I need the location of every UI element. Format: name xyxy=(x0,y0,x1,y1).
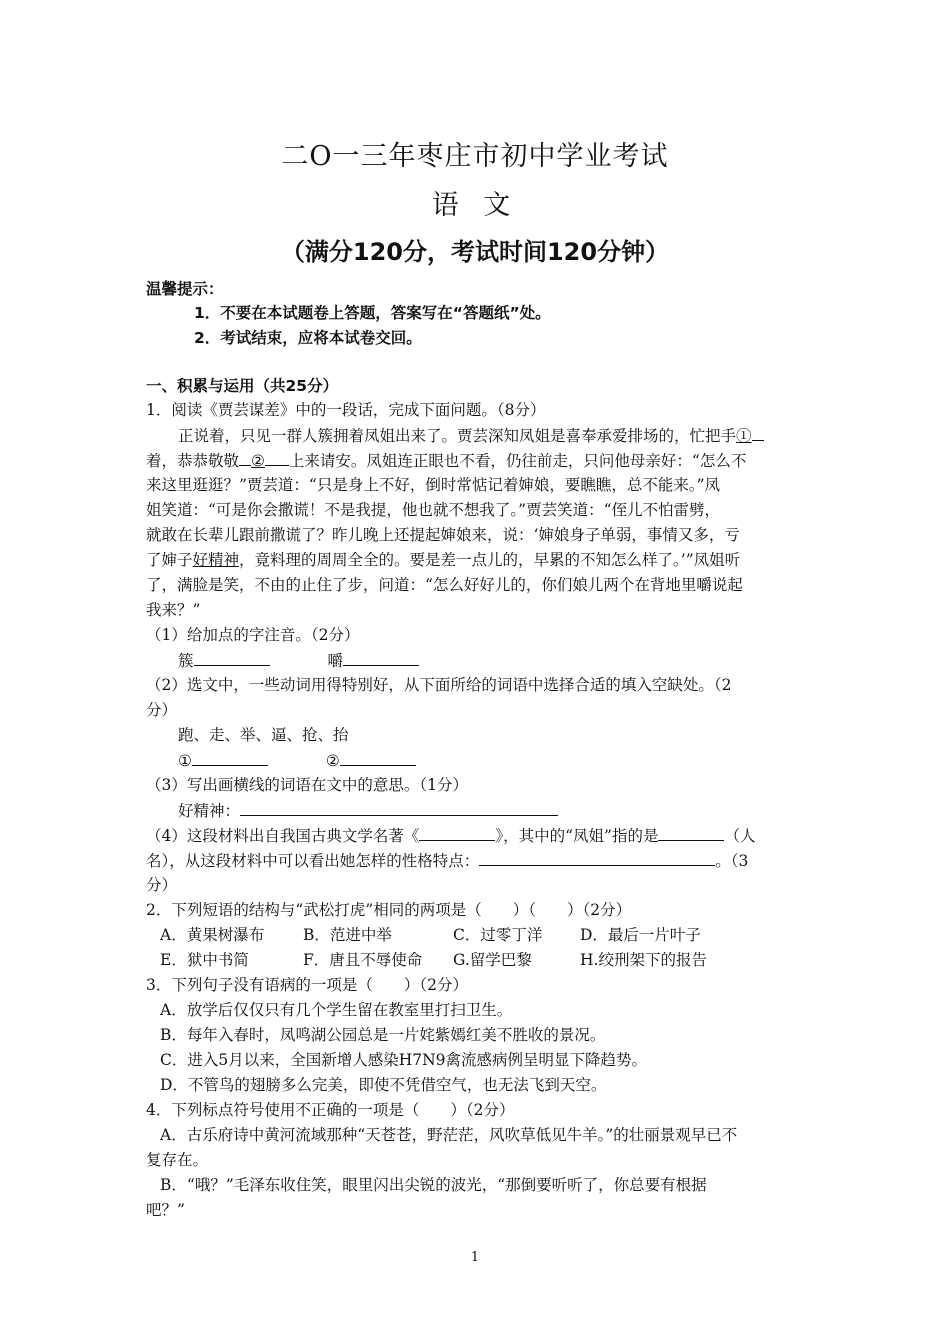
answer-blank[interactable] xyxy=(419,823,495,841)
option: C．过零丁洋 xyxy=(453,926,543,944)
passage-line xyxy=(178,423,844,449)
underlined-phrase: 好精神 xyxy=(192,551,240,569)
tip-item: 2．考试结束，应将本试卷交回。 xyxy=(194,329,422,347)
passage-line: 就敢在长辈儿跟前撒谎了？昨儿晚上还提起婶娘来，说：‘婶娘身子单弱，事情又多，亏 xyxy=(146,526,740,544)
answer-row xyxy=(178,748,844,774)
passage-text: 正说着，只见一群人簇拥着凤姐出来了。贾芸深知凤姐是喜奉承爱排场的，忙把手 xyxy=(178,427,737,445)
answer-blank[interactable] xyxy=(479,848,715,866)
sub-question: （3）写出画横线的词语在文中的意思。（1分） xyxy=(146,776,468,794)
option: C．进入5月以来，全国新增人感染H7N9禽流感病例呈明显下降趋势。 xyxy=(160,1051,648,1069)
answer-blank[interactable] xyxy=(658,823,724,841)
option: F．唐且不辱使命 xyxy=(303,951,423,969)
question-stem: 4．下列标点符号使用不正确的一项是（ ）（2分） xyxy=(146,1101,515,1119)
passage-line: 姐笑道：“可是你会撒谎！不是我提，他也就不想我了。”贾芸笑道：“侄儿不怕雷劈， xyxy=(146,501,721,519)
page-number: 1 xyxy=(470,1250,480,1265)
question-stem: 1．阅读《贾芸谋差》中的一段话，完成下面问题。（8分） xyxy=(146,401,546,419)
option: A．黄果树瀑布 xyxy=(160,926,265,944)
circle-label: ② xyxy=(325,752,340,770)
subject-title: 语 文 xyxy=(431,190,519,221)
answer-row xyxy=(178,798,844,824)
question-text: （人 xyxy=(724,827,756,845)
question-stem: 2．下列短语的结构与“武松打虎”相同的两项是（ ）（ ）（2分） xyxy=(146,901,632,919)
option: A．古乐府诗中黄河流域那种“天苍苍，野茫茫，风吹草低见牛羊。”的壮丽景观早已不 xyxy=(160,1126,738,1144)
option: D．不管鸟的翅膀多么完美，即使不凭借空气，也无法飞到天空。 xyxy=(160,1076,607,1094)
option: E．狱中书简 xyxy=(160,951,249,969)
answer-blank[interactable] xyxy=(194,648,270,666)
char-label: 簇 xyxy=(178,652,194,670)
tip-item: 1．不要在本试题卷上答题，答案写在“答题纸”处。 xyxy=(194,304,551,322)
char-label: 嚼 xyxy=(327,652,344,670)
answer-blank[interactable] xyxy=(192,748,268,766)
option: H.绞刑架下的报告 xyxy=(580,951,707,969)
passage-line: 了，满脸是笑，不由的止住了步，问道：“怎么好好儿的，你们娘儿两个在背地里嚼说起 xyxy=(146,576,743,594)
question-text: 名），从这段材料中可以看出她怎样的性格特点： xyxy=(146,852,480,870)
sub-question: （2）选文中，一些动词用得特别好，从下面所给的词语中选择合适的填入空缺处。（2 xyxy=(146,676,732,694)
answer-blank[interactable] xyxy=(240,798,558,816)
option: B．范进中举 xyxy=(303,926,392,944)
passage-text: 上来请安。凤姐连正眼也不看，仍往前走，只问他母亲好：“怎么不 xyxy=(288,452,747,470)
option: G.留学巴黎 xyxy=(453,951,532,969)
blank-circle-1: ① xyxy=(736,427,752,445)
sub-question-cont: 分） xyxy=(146,701,178,719)
circle-label: ① xyxy=(178,752,192,770)
passage-text: 了婶子 xyxy=(146,551,193,569)
blank-line xyxy=(239,448,251,466)
blank-line xyxy=(265,448,289,466)
question-text: 》，其中的“凤姐”指的是 xyxy=(495,827,659,845)
exam-info: （满分120分，考试时间120分钟） xyxy=(280,238,670,266)
passage-line: 来这里逛逛？”贾芸道：“只是身上不好，倒时常惦记着婶娘，要瞧瞧，总不能来。”凤 xyxy=(146,476,721,494)
tips-label: 温馨提示： xyxy=(146,280,224,298)
blank-circle-2: ② xyxy=(251,452,265,470)
option: A．放学后仅仅只有几个学生留在教室里打扫卫生。 xyxy=(160,1001,513,1019)
passage-line xyxy=(146,448,812,474)
option: D．最后一片叶子 xyxy=(580,926,701,944)
answer-blank[interactable] xyxy=(340,748,416,766)
question-text: （4）这段材料出自我国古典文学名著《 xyxy=(146,827,420,845)
sub-question-cont xyxy=(146,848,812,874)
sub-question-cont: 分） xyxy=(146,876,178,894)
passage-text: 着，恭恭敬敬 xyxy=(146,452,240,470)
option: B．“哦？”毛泽东收住笑，眼里闪出尖锐的波光，“那倒要听听了，你总要有根据 xyxy=(160,1176,707,1194)
option-cont: 吧？” xyxy=(146,1201,185,1219)
question-text: 。（3 xyxy=(715,852,749,870)
blank-line xyxy=(752,423,764,441)
sub-question: （1）给加点的字注音。（2分） xyxy=(146,626,360,644)
answer-row xyxy=(178,648,844,674)
passage-line: 我来？” xyxy=(146,601,201,619)
answer-label: 好精神： xyxy=(178,802,241,820)
question-stem: 3．下列句子没有语病的一项是（ ）（2分） xyxy=(146,976,468,994)
answer-blank[interactable] xyxy=(343,648,419,666)
passage-text: ，竟料理的周周全全的。要是差一点儿的，早累的不知怎么样了。’”凤姐听 xyxy=(239,551,741,569)
option: B．每年入春时，凤鸣湖公园总是一片姹紫嫣红美不胜收的景况。 xyxy=(160,1026,606,1044)
passage-line xyxy=(146,548,812,573)
word-list: 跑、走、举、逼、抢、抬 xyxy=(178,726,349,744)
section-heading: 一、积累与运用（共25分） xyxy=(146,377,339,395)
sub-question xyxy=(146,823,812,849)
exam-title: 二O一三年枣庄市初中学业考试 xyxy=(281,141,669,172)
option-cont: 复存在。 xyxy=(146,1151,209,1169)
